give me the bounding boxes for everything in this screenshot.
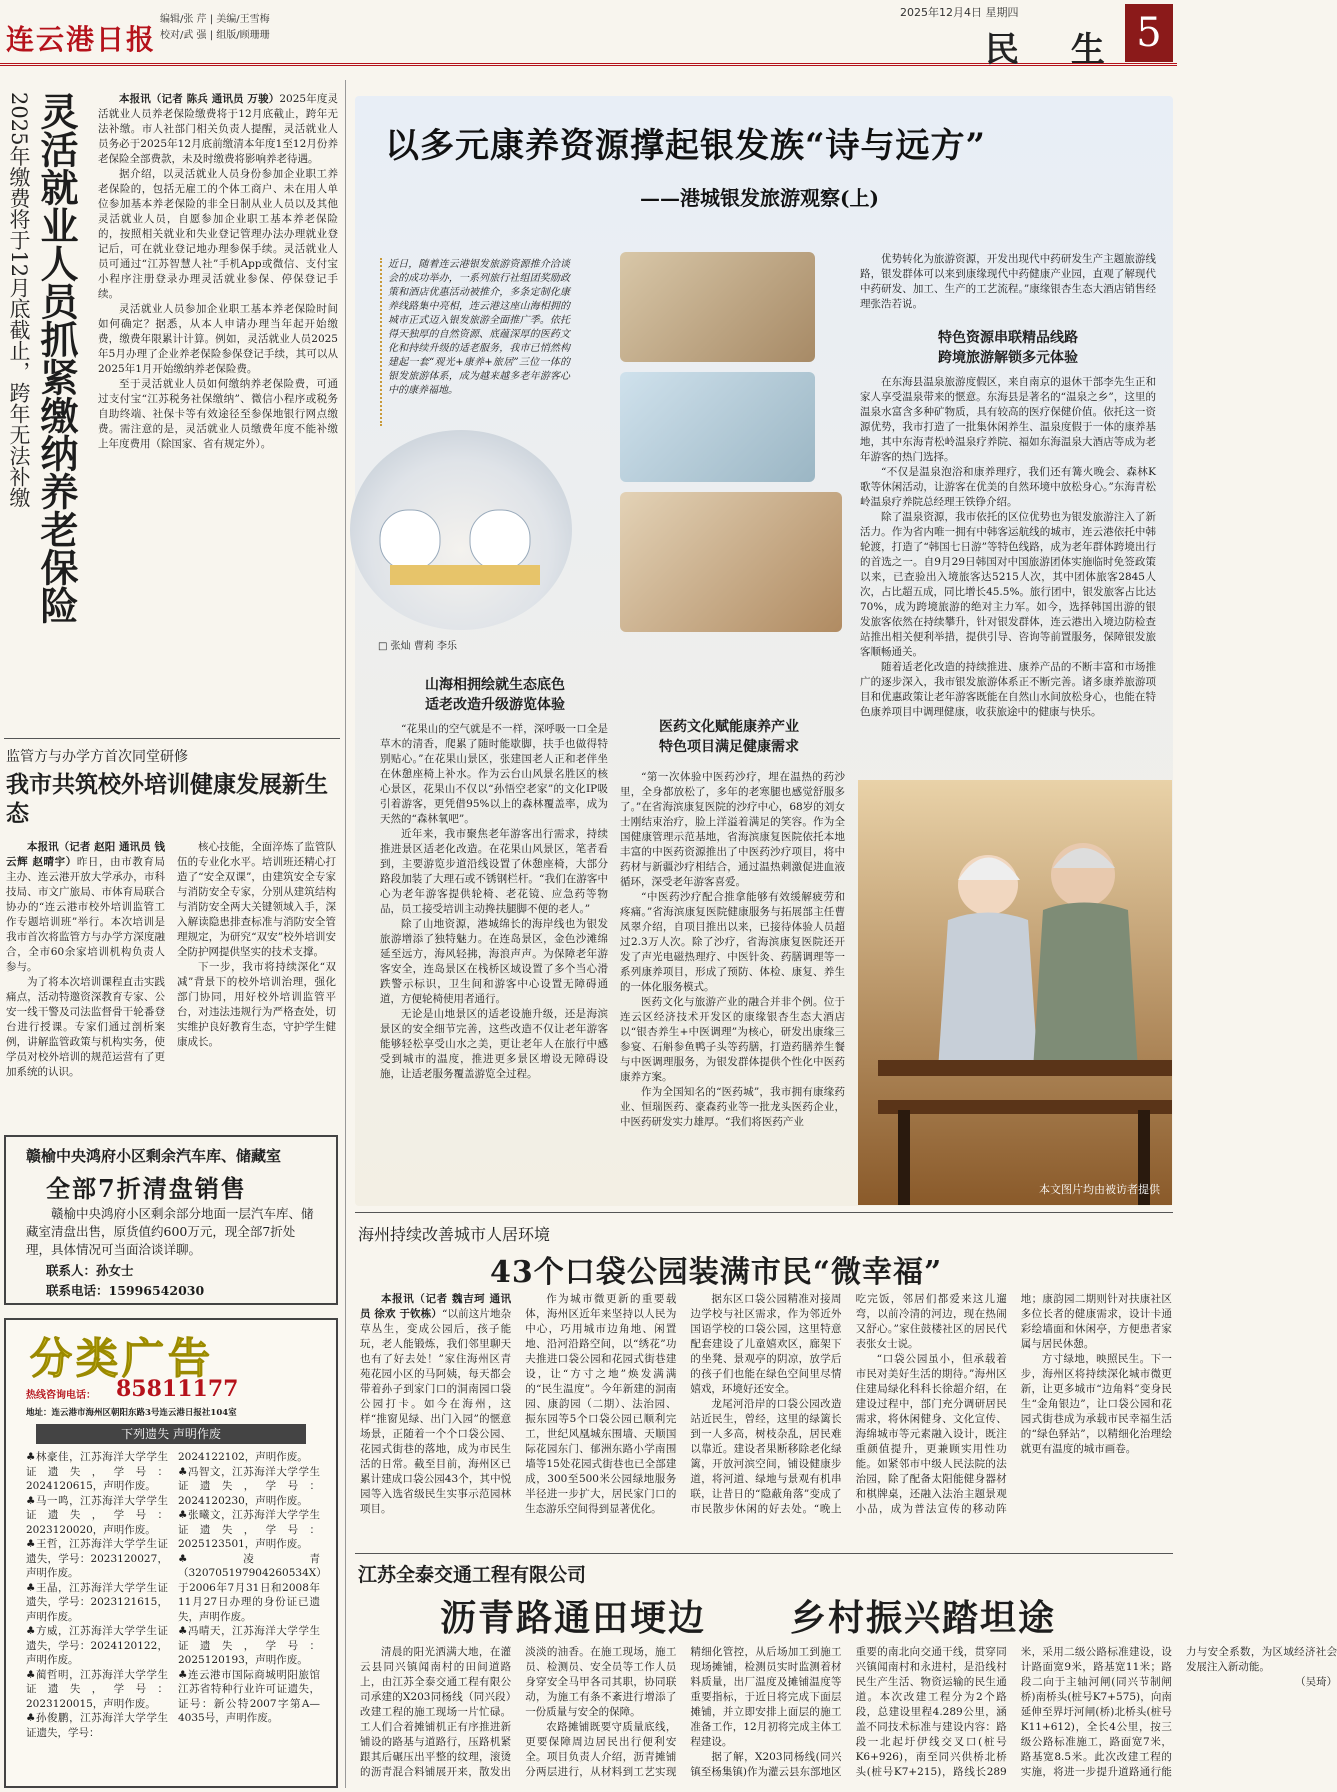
notice-heading: 下列遗失 声明作废 xyxy=(36,1424,306,1444)
paragraph: 随着适老化改造的持续推进、康养产品的不断丰富和市场推广的逐步深入，我市银发旅游体系正不断完善。诸多康养旅游项目和优惠政策让老年游客既能在自然山水间放松身心，也能在特色康养项目中调理健康，收获旅途中的健康与快乐。 xyxy=(860,661,1156,718)
paragraph: 据介绍，以灵活就业人员身份参加企业职工养老保险的，包括无雇工的个体工商户、未在用人单位参加基本养老保险的非全日制从业人员以及其他灵活就业人员，自愿参加企业职工基本养老保险的，按照相关就业和失业登记管理办法办理就业登记后，可在就业登记地办理参保手续。灵活就业人员可通过“江苏智慧人社”手机App或微信、支付宝小程序注册登录办理灵活就业参保、停保登记手续。 xyxy=(98,168,338,300)
feature-intro: 近日，随着连云港银发旅游资源推介洽谈会的成功举办，一系列旅行社组团奖励政策和酒店优惠活动被推介，多条定制化康养线路集中亮相，连云港这座山海相拥的城市正式迈入银发旅游全面推广季。依托得天独厚的自然资源、底蕴深厚的医药文化和持续升级的适老服务，我市已悄然构建起一套“观光+康养+旅居”三位一体的银发旅游体系，成为越来越多老年游客心中的康养福地。 xyxy=(380,258,570,426)
column-rule xyxy=(345,80,346,1788)
paragraph: 除了温泉资源，我市依托的区位优势也为银发旅游注入了新活力。作为省内唯一拥有中韩客运航线的城市，连云港依托中韩轮渡，打造了“韩国七日游”等特色线路，成为老年群体跨境出行的首选之一。自9月29日韩国对中国旅游团体实施临时免签政策以来，已查验出入境旅客达5215人次，其中团体旅客2845人次，占比超五成，同比增长45.5%。旅行团中，银发旅客占比达70%，成为跨境旅游的绝对主力军。如今，选择韩国出游的银发旅客依然在持续攀升，针对银发群体，连云港出入境边防检查站推出相关便利举措，提供引导、咨询等前置服务，保障银发旅客顺畅通关。 xyxy=(860,511,1156,658)
notice-item: ♣张曦文，江苏海洋大学学生证遗失，学号：2025123501，声明作废。 xyxy=(178,1509,320,1550)
notice-item: ♣连云港市国际商城明阳旅馆江苏省特种行业许可证遗失，证号：新公特2007字第A—4035号，声明作废。 xyxy=(178,1668,320,1724)
road-slogan-left: 沥青路通田埂边 xyxy=(440,1597,707,1639)
left-story-lead: 本报讯（记者 陈兵 通讯员 万骏） xyxy=(119,93,280,105)
feature-subhead: 医药文化赋能康养产业 特色项目满足健康需求 xyxy=(659,719,799,755)
elderly-couple-photo xyxy=(858,780,1172,1205)
training-kicker: 监管方与办学方首次同堂研修 xyxy=(6,749,188,765)
road-credit: （吴琦） xyxy=(1295,1676,1337,1688)
notice-item: ♣冯智文，江苏海洋大学学生证遗失，学号：2024120230，声明作废。 xyxy=(178,1465,320,1507)
couple-on-bench-icon xyxy=(858,780,1172,1205)
paragraph: 作为全国知名的“医药城”，我市拥有康缘药业、恒瑞医药、豪森药业等一批龙头医药企业，中医药研发实力雄厚。“我们将医药产业 xyxy=(620,1086,845,1128)
paragraph: 核心技能，全面淬炼了监管队伍的专业化水平。培训班还精心打造了“安全双课”，由建筑安全专家与消防安全专家，分别从建筑结构与消防安全两大关键领域入手，深入解读隐患排查标准与消防安全管理规定，为研究“双安”校外培训安全防护网提供坚实的技术支撑。 xyxy=(177,841,336,958)
paragraph: 无论是山地景区的适老设施升级，还是海滨景区的安全细节完善，这些改造不仅让老年游客能够轻松享受山水之美，更让老年人在旅行中感受到城市的温度，推进更多景区增设无障碍设施，让适老服务覆盖游览全过程。 xyxy=(380,1008,608,1080)
road-body xyxy=(360,1645,1337,1785)
notice-item: ♣马一鸣，江苏海洋大学学生证遗失，学号：2023120020，声明作废。 xyxy=(26,1494,168,1536)
notice-column xyxy=(26,1450,168,1785)
clinic-photo xyxy=(620,372,815,482)
feature-subtitle: ——港城银发旅游观察(上) xyxy=(640,186,879,210)
sale-ad xyxy=(4,1135,338,1305)
paragraph: 优势转化为旅游资源，开发出现代中药研发生产主题旅游线路，银发群体可以来到康缘现代中药健康产业园，直观了解现代中药研发、加工、生产的工艺流程。”康缘银杏生态大酒店销售经理张浩若说。 xyxy=(860,253,1156,310)
paragraph: 下一步，我市将持续深化“双减”背景下的校外培训治理，强化部门协同，用好校外培训监管平台，对违法违规行为严格查处，切实维护良好教育生态，守护学生健康成长。 xyxy=(177,961,336,1048)
paragraph: 近年来，我市聚焦老年游客出行需求，持续推进景区适老化改造。在花果山风景区，笔者看到，主要游览步道沿线设置了休憩座椅，大部分路段加装了大理石或不锈钢栏杆。“我们在游客中心为老年游客提供轮椅、老花镜、应急药等物品，员工接受培训主动搀扶腿脚不便的老人。” xyxy=(380,828,608,915)
hotel-room-photo xyxy=(620,492,842,632)
paragraph: “花果山的空气就是不一样，深呼吸一口全是草木的清香，爬累了随时能歇脚，扶手也做得特别贴心。”在花果山景区，张建国老人正和老伴坐在休憩座椅上补水。作为云台山风景名胜区的核心景区，花果山不仅以“孙悟空老家”的文化IP吸引着游客，更凭借95%以上的森林覆盖率，成为天然的“森林氧吧”。 xyxy=(380,723,608,825)
paragraph: 灵活就业人员参加企业职工基本养老保险时间如何确定？据悉，从本人申请办理当年起开始缴费，缴费年限累计计算。例如，灵活就业人员2025年5月办理了企业养老保险参保登记手续，其可以从2025年1月开始缴纳养老保险费。 xyxy=(98,303,338,375)
training-title: 我市共筑校外培训健康发展新生态 xyxy=(6,771,328,827)
massage-photo xyxy=(620,252,815,362)
left-story-body: 本报讯（记者 陈兵 通讯员 万骏）2025年度灵活就业人员养老保险缴费将于12月底截止，跨年无法补缴。市人社部门相关负责人提醒，灵活就业人员务必于2025年12月底前缴清本年度1至12月份养老保险全部费款，未及时缴费将影响养老待遇。 据介绍，以灵活就业人员身份参加企业职工养老保险的，包括无雇工的个体工商户、未在用人单位参加基本养老保险的非全日制从业人员以及其他灵活就业人员，自愿参加企业职工基本养老保险的，按照相关就业和失业登记管理办法办理就业登记后，可在就业登记地办理参保手续。灵活就业人员可通过“江苏智慧人社”手机App或微信、支付宝小程序注册登录办理灵活就业参保、停保登记手续。 灵活就业人员参加企业职工基本养老保险时间如何确定？据悉，从本人申请办理当年起开始缴费，缴费年限累计计算。例如，灵活就业人员2025年5月办理了企业养老保险参保登记手续，其可以从2025年1月开始缴纳养老保险费。 至于灵活就业人员如何缴纳养老保险费，可通过支付宝“江苏税务社保缴纳”、微信小程序或税务自助终端、社保卡等有效途径至参保地银行网点缴费。需注意的是，灵活就业人员缴费年度不能补缴上年度费用（除国家、省有规定外）。 xyxy=(98,93,338,450)
sale-ad-headline: 全部7折清盘销售 xyxy=(46,1174,247,1203)
editor-credits xyxy=(160,12,270,44)
feature-column xyxy=(860,252,1156,320)
photo-byline: □ 张灿 曹莉 李乐 xyxy=(378,641,457,652)
hotline-number: 85811177 xyxy=(116,1376,239,1402)
paragraph: “口袋公园虽小，但承载着市民对美好生活的期待。”海州区住建局绿化科科长徐超介绍，在建设过程中，部门充分调研居民需求，将休闲健身、文化宣传、海绵城市等元素融入设计，既注重颜值提升，更兼顾实用性功能。如紧邻市中级人民法院的法治园，除了配备太阳能健身器材和棋牌桌，还融入法治主题景观小品，成为普法宣传的移动阵地；康韵园二期则针对扶康社区多位长者的健康需求，设计卡通彩绘墙面和休闲亭，方便患者家属与居民休憩。 xyxy=(855,1293,1172,1515)
park-body: 本报讯（记者 魏吉珂 通讯员 徐欢 于钦栋）“以前这片地杂草丛生，变成公园后，孩子能玩，老人能锻炼，我们邻里聊天也有了好去处！”家住海州区青苑花园小区的马阿姨，每天都会带着孙子到家门口的洞南园口袋公园打卡。如今在海州，这样“推窗见绿、出门入园”的惬意场景，正随着一个个口袋公园、花园式街巷的落地，成为市民生活的日常。截至目前，海州区已累计建成口袋公园43个，其中悦园等入选省级民生实事示范园林项目。 作为城市微更新的重要载体，海州区近年来坚持以人民为中心，巧用城市边角地、闲置地、沿河沿路空间，以“绣花”功夫推进口袋公园和花园式街巷建设，让“方寸之地”焕发满满的“民生温度”。今年新建的洞南园、康韵园（二期）、法治园、振东园等5个口袋公园已顺利完工，世纪风凰城东围墙、天顺国际花园东门、郁洲东路小学南围墙等15处花园式街巷也已全部建成，300至500米公园绿地服务半径进一步扩大，居民家门口的生态游乐空间得到显著优化。 据东区口袋公园精准对接周边学校与社区需求，作为邻近外国语学校的口袋公园，这里特意配套建设了儿童嬉欢区，廊架下的坐凳、景观亭的阴凉，放学后的孩子们也能在绿色空间里尽情嬉戏，环境好还安全。 龙尾河沿岸的口袋公园改造站近民生，曾经，这里的绿篱长到一人多高，树枝杂乱，居民难以靠近。建设者果断移除老化绿篱，开放河滨空间，铺设健康步道，将河道、绿地与景观有机串联，让昔日的“隐蔽角落”变成了市民散步休闲的好去处。“晚上吃完饭，邻居们都爱来这儿遛弯，以前冷清的河边，现在热闹又舒心。”家住鼓楼社区的居民代表张女士说。 “口袋公园虽小，但承载着市民对美好生活的期待。”海州区住建局绿化科科长徐超介绍，在建设过程中，部门充分调研居民需求，将休闲健身、文化宣传、海绵城市等元素融入设计，既注重颜值提升，更兼顾实用性功能。如紧邻市中级人民法院的法治园，除了配备太阳能健身器材和棋牌桌，还融入法治主题景观小品，成为普法宣传的移动阵地；康韵园二期则针对扶康社区多位长者的健康需求，设计卡通彩绘墙面和休闲亭，方便患者家属与居民休憩。 方寸绿地，映照民生。下一步，海州区将持续深化城市微更新，让更多城市“边角料”变身民生“金角银边”，让口袋公园和花园式街巷成为承载市民幸福生活的“绿色驿站”，以精细化治理绘就更有温度的城市画卷。 xyxy=(360,1293,1172,1515)
paragraph: 至于灵活就业人员如何缴纳养老保险费，可通过支付宝“江苏税务社保缴纳”、微信小程序或税务自助终端、社保卡等有效途径至参保地银行网点缴费。需注意的是，灵活就业人员缴费年度不能补缴上年度费用（除国家、省有规定外）。 xyxy=(98,378,338,450)
date-line: 2025年12月4日 星期四 xyxy=(900,6,1019,19)
paragraph: 龙尾河沿岸的口袋公园改造站近民生，曾经，这里的绿篱长到一人多高，树枝杂乱，居民难以靠近。建设者果断移除老化绿篱，开放河滨空间，铺设健康步道，将河道、绿地与景观有机串联，让昔日的“隐蔽角落”变成了市民散步休闲的好去处。“晚上吃完饭，邻居们都爱来这儿遛弯，以前冷清的河边，现在热闹又舒心。”家住鼓楼社区的居民代表张女士说。 xyxy=(690,1293,1007,1515)
masthead xyxy=(0,0,1177,70)
park-title: 43个口袋公园装满市民“微幸福” xyxy=(490,1255,943,1290)
paragraph: 清晨的阳光洒满大地，在灌云县同兴镇闻南村的田间道路上，由江苏全泰交通工程有限公司承建的X203同杨线（同兴段）改建工程的施工现场一片忙碌。工人们合着摊铺机正有序推进新铺设的路基与道路行，压路机紧跟其后碾压出平整的纹理，滚烫的沥青混合料铺展开来，散发出淡淡的油香。在施工现场，施工员、检测员、安全员等工作人员身穿安全马甲各司其职，协同联动，为施工有条不紊进行增添了一份质量与安全的保障。 xyxy=(360,1646,677,1778)
hotline-label: 热线咨询电话： xyxy=(26,1390,96,1401)
therapy-room-photo xyxy=(350,430,572,630)
editor-line: 编辑/张 芹 | 美编/王雪梅 xyxy=(160,14,270,25)
park-kicker: 海州持续改善城市人居环境 xyxy=(358,1225,551,1244)
paragraph: 在东海县温泉旅游度假区，来自南京的退休干部李先生正和家人享受温泉带来的惬意。东海县是著名的“温泉之乡”，这里的温泉水富含多种矿物质，具有较高的医疗保健价值。依托这一资源优势，我市打造了一批集休闲养生、温泉度假于一体的康养基地，其中东海青松岭温泉疗养院、福如东海温泉大酒店等成为老年游客的热门选择。 xyxy=(860,376,1156,463)
notice-item: ♣冯晴天，江苏海洋大学学生证遗失，学号：2025120193，声明作废。 xyxy=(178,1625,320,1666)
notice-item: ♣王哲，江苏海洋大学学生证遗失，学号：2023120027，声明作废。 xyxy=(26,1538,168,1579)
feature-subhead: 特色资源串联精品线路 跨境旅游解锁多元体验 xyxy=(938,330,1078,366)
classified-title: 分类广告 xyxy=(30,1334,215,1383)
feature-column xyxy=(620,770,845,1205)
paragraph: 医药文化与旅游产业的融合并非个例。位于连云区经济技术开发区的康缘银杏生态大酒店以“银杏养生+中医调理”为核心，研发出康缘三参宴、石斛参鱼鸭子头等药膳，打造药膳养生餐与中医调理服务，为银发群体提供个性化中医药康养方案。 xyxy=(620,996,845,1083)
sale-ad-body: 赣榆中央鸿府小区剩余部分地面一层汽车库、储藏室清盘出售，原货值约600万元，现全部7折处理，具体情况可当面洽谈详聊。 xyxy=(26,1206,314,1257)
sale-ad-title: 赣榆中央鸿府小区剩余汽车库、储藏室 xyxy=(26,1147,282,1165)
editor-line: 校对/武 强 | 组版/顾珊珊 xyxy=(160,30,270,41)
feature-title: 以多元康养资源撑起银发族“诗与远方” xyxy=(385,126,987,166)
feature-column xyxy=(860,375,1156,805)
sale-ad-contact: 联系人：孙女士 xyxy=(46,1263,134,1278)
divider xyxy=(355,1553,1173,1554)
sale-ad-phone: 联系电话：15996542030 xyxy=(46,1283,205,1298)
notice-item: ♣林豪佳，江苏海洋大学学生证遗失，学号：2024120615，声明作废。 xyxy=(26,1451,168,1492)
notice-item: ♣凌青（320705197904260534X）于2006年7月31日和2008年11月27日办理的身份证已遗失，声明作废。 xyxy=(178,1552,327,1623)
section-name: 民 生 xyxy=(985,30,1125,70)
divider xyxy=(355,1212,1173,1213)
training-body: 本报讯（记者 赵阳 通讯员 钱云辉 赵晴宇）昨日，由市教育局主办、连云港开放大学承办，市科技局、市文广旅局、市体育局联合协办的“连云港市校外培训监管工作专题培训班”举行。本次培训是我市首次将监管方与办学方深度融合，全市60余家培训机构负责人参与。 为了将本次培训课程直击实践痛点，活动特邀资深教育专家、公安一线干警及司法监督骨干轮番登台进行授课。专家们通过剖析案例，讲解监管政策与机构实务，使学员对校外培训的规范运营有了更加系统的认识。 核心技能，全面淬炼了监管队伍的专业化水平。培训班还精心打造了“安全双课”，由建筑安全专家与消防安全专家，分别从建筑结构与消防安全两大关键领域入手，深入解读隐患排查标准与消防安全管理规定，为研究“双安”校外培训安全防护网提供坚实的技术支撑。 下一步，我市将持续深化“双减”背景下的校外培训治理，强化部门协同，用好校外培训监管平台，对违法违规行为严格查处，切实维护良好教育生态，守护学生健康成长。 xyxy=(6,841,336,1078)
therapy-device-icon xyxy=(350,430,572,630)
notice-item: ♣蔺哲明，江苏海洋大学学生证遗失，学号：2023120015，声明作废。 xyxy=(26,1668,168,1710)
paragraph: 方寸绿地，映照民生。下一步，海州区将持续深化城市微更新，让更多城市“边角料”变身民生“金角银边”，让口袋公园和花园式街巷成为承载市民幸福生活的“绿色驿站”，以精细化治理绘就更有温度的城市画卷。 xyxy=(1020,1353,1172,1455)
classified-ads xyxy=(4,1318,338,1788)
road-slogan-right: 乡村振兴踏坦途 xyxy=(790,1597,1057,1639)
feature-subhead: 山海相拥绘就生态底色 适老改造升级游览体验 xyxy=(425,677,565,713)
feature-column xyxy=(380,722,608,1202)
notice-item: ♣王晶，江苏海洋大学学生证遗失，学号：2023121615，声明作废。 xyxy=(26,1581,168,1623)
newspaper-logo: 连云港日报 xyxy=(6,23,157,56)
left-story-title: 灵活就业人员抓紧缴纳养老保险 xyxy=(34,92,79,624)
ads-address: 地址：连云港市海州区朝阳东路3号连云港日报社104室 xyxy=(26,1408,237,1418)
page-number: 5 xyxy=(1125,4,1173,62)
left-story-subtitle: 2025年缴费将于12月底截止，跨年无法补缴 xyxy=(7,92,31,509)
paragraph: “第一次体验中医药沙疗，埋在温热的药沙里，全身都放松了，多年的老寒腿也感觉舒服多了。”在省海滨康复医院的沙疗中心，68岁的刘女士刚结束治疗，脸上洋溢着满足的笑容。作为全国健康管理示范基地，省海滨康复医院依托本地丰富的中医药资源推出了中医药沙疗项目，将中药材与新疆沙疗相结合，通过温热刺激促进血液循环，深受老年游客喜爱。 xyxy=(620,771,845,888)
paragraph: 为了将本次培训课程直击实践痛点，活动特邀资深教育专家、公安一线干警及司法监督骨干轮番登台进行授课。专家们通过剖析案例，讲解监管政策与机构实务，使学员对校外培训的规范运营有了更加系统的认识。 xyxy=(6,976,165,1078)
paragraph: 据东区口袋公园精准对接周边学校与社区需求，作为邻近外国语学校的口袋公园，这里特意配套建设了儿童嬉欢区，廊架下的坐凳、景观亭的阴凉，放学后的孩子们也能在绿色空间里尽情嬉戏，环境好还安全。 xyxy=(690,1293,842,1395)
notice-item: ♣孙俊鹏，江苏海洋大学学生证遗失，学号： xyxy=(26,1712,168,1739)
notice-item: ♣方威，江苏海洋大学学生证遗失，学号：2024120122，声明作废。 xyxy=(26,1625,168,1666)
notice-item: 2024122102，声明作废。 xyxy=(178,1451,308,1463)
road-company: 江苏全泰交通工程有限公司 xyxy=(358,1564,587,1586)
paragraph: 除了山地资源，港城绵长的海岸线也为银发旅游增添了独特魅力。在连岛景区，金色沙滩绵延至远方，海风轻拂，海浪声声。为保障老年游客安全，连岛景区在栈桥区域设置了多个当心滑跌警示标识，卫生间和游客中心设置无障碍通道，方便轮椅使用者通行。 xyxy=(380,918,608,1005)
paragraph: 据了解，X203同杨线(同兴镇至杨集镇)作为灌云县东部地区重要的南北向交通干线，贯穿同兴镇闻南村和永进村，是沿线村民生产生活、物资运输的民生通道。本次改建工程分为2个路段，总建设里程4.289公里，涵盖不同技术标准与建设内容：路段一北起圩伊线交叉口(桩号K6+926)，南至同兴供桥北桥头(桩号K7+215)，路线长289米，采用二级公路标准建设，设计路面宽9米，路基宽11米；路段二向于主轴河闸(同兴节制闸桥)南桥头(桩号K7+575)，向南延伸至界圩河闸(桥)北桥头(桩号K11+612)，全长4公里，按三级公路标准施工，路面宽7米，路基宽8.5米。此次改建工程的实施，将进一步提升道路通行能力与安全系数，为区域经济社会发展注入新动能。 xyxy=(690,1646,1337,1778)
paragraph: 农路摊铺既要守质量底线，更要保障周边居民出行便利安全。项目负责人介绍，沥青摊铺分两层进行，从材料到工艺实现精细化管控，从后场加工到施工现场摊铺，检测员实时监测着材料质量，出厂温度及摊铺温度等重要指标，于近日将完成下面层摊铺，并立即安排上面层的施工准备工作，12月初将完成主体工程建设。 xyxy=(525,1646,842,1778)
paragraph: 作为城市微更新的重要载体，海州区近年来坚持以人民为中心，巧用城市边角地、闲置地、沿河沿路空间，以“绣花”功夫推进口袋公园和花园式街巷建设，让“方寸之地”焕发满满的“民生温度”。今年新建的洞南园、康韵园（二期）、法治园、振东园等5个口袋公园已顺利完工，世纪风凰城东围墙、天顺国际花园东门、郁洲东路小学南围墙等15处花园式街巷也已全部建成，300至500米公园绿地服务半径进一步扩大，居民家门口的生态游乐空间得到显著优化。 xyxy=(525,1293,677,1515)
photo-credit: 本文图片均由被访者提供 xyxy=(1039,1183,1160,1196)
divider xyxy=(4,738,340,739)
paragraph: “不仅是温泉泡浴和康养理疗，我们还有篝火晚会、森林K歌等休闲活动，让游客在优美的自然环境中放松身心。”东海青松岭温泉疗养院总经理王铁铮介绍。 xyxy=(860,466,1156,508)
paragraph: “中医药沙疗配合推拿能够有效缓解疲劳和疼痛。”省海滨康复医院健康服务与拓展部主任曹凤翠介绍，自项目推出以来，已接待体验人员超过2.3万人次。除了沙疗，省海滨康复医院还开发了声光电磁热理疗、中医针灸、药膳调理等一系列康养项目，形成了预防、体检、康复、养生的一体化服务模式。 xyxy=(620,891,845,993)
notice-column xyxy=(178,1450,327,1785)
